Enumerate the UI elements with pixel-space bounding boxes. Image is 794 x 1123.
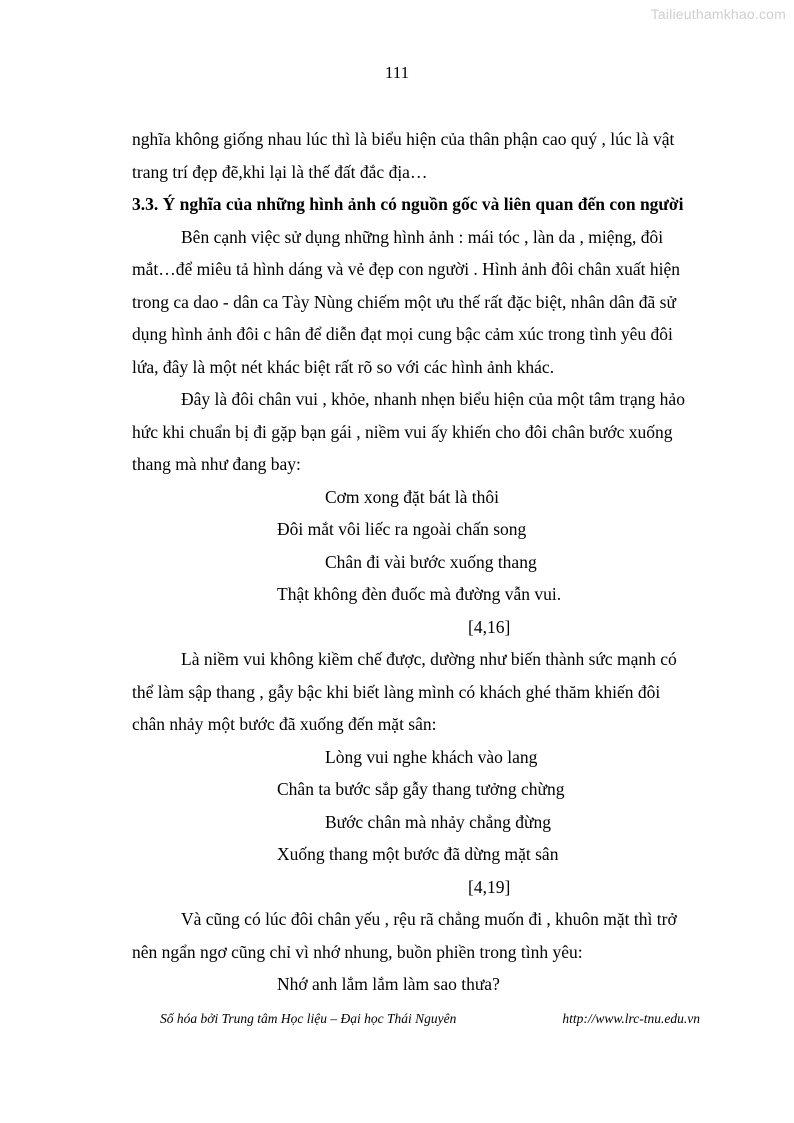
text-line: hức khi chuẩn bị đi gặp bạn gái , niềm vui ấy khiến cho đôi chân bước xuống xyxy=(132,421,673,442)
footer-url: http://www.lrc-tnu.edu.vn xyxy=(562,1011,700,1026)
verse-block xyxy=(132,481,732,611)
citation: [4,19] xyxy=(468,876,511,897)
text-line: thang mà như đang bay: xyxy=(132,454,301,474)
verse-line: Đôi mắt vôi liếc ra ngoài chấn song xyxy=(277,519,527,539)
verse-line: Xuống thang một bước đã dừng mặt sân xyxy=(277,844,559,864)
footer-source: Số hóa bởi Trung tâm Học liệu – Đại học Thái Nguyên xyxy=(160,1011,457,1026)
text-line: chân nhảy một bước đã xuống đến mặt sân: xyxy=(132,714,437,734)
verse-line: Chân ta bước sắp gẫy thang tưởng chừng xyxy=(277,779,565,799)
text-line: Là niềm vui không kiềm chế được, dường như biến thành sức mạnh có xyxy=(181,649,677,669)
text-line: Và cũng có lúc đôi chân yếu , rệu rã chẳng muốn đi , khuôn mặt thì trở xyxy=(181,909,677,929)
section-heading: 3.3. Ý nghĩa của những hình ảnh có nguồn gốc và liên quan đến con người xyxy=(132,194,684,214)
paragraph xyxy=(132,643,732,741)
verse-block xyxy=(132,741,732,871)
text-line: trong ca dao - dân ca Tày Nùng chiếm một ưu thế rất đặc biệt, nhân dân đã sử xyxy=(132,291,676,312)
text-line: nghĩa không giống nhau lúc thì là biểu hiện của thân phận cao quý , lúc là vật xyxy=(132,129,675,149)
citation: [4,16] xyxy=(468,616,511,637)
text-line: mắt…để miêu tả hình dáng và vẻ đẹp con người . Hình ảnh đôi chân xuất hiện xyxy=(132,259,680,279)
verse-line: Nhớ anh lắm lắm làm sao thưa? xyxy=(277,974,500,994)
paragraph xyxy=(132,903,732,968)
document-body xyxy=(132,123,732,1001)
text-line: lứa, đây là một nét khác biệt rất rõ so với các hình ảnh khác. xyxy=(132,356,555,377)
text-line: trang trí đẹp đẽ,khi lại là thế đất đắc địa… xyxy=(132,161,428,182)
text-line: Bên cạnh việc sử dụng những hình ảnh : mái tóc , làn da , miệng, đôi xyxy=(181,226,664,247)
page-number: 111 xyxy=(384,63,410,82)
text-line: Đây là đôi chân vui , khỏe, nhanh nhẹn biểu hiện của một tâm trạng hảo xyxy=(181,389,685,409)
text-line: dụng hình ảnh đôi c hân để diễn đạt mọi cung bậc cảm xúc trong tình yêu đôi xyxy=(132,324,673,344)
verse-line: Cơm xong đặt bát là thôi xyxy=(325,486,500,507)
paragraph xyxy=(132,221,732,384)
verse-line: Lòng vui nghe khách vào lang xyxy=(325,746,538,767)
verse-line: Chân đi vài bước xuống thang xyxy=(325,551,537,572)
watermark: Tailieuthamkhao.com xyxy=(650,6,786,22)
paragraph xyxy=(132,383,732,481)
paragraph-continuation xyxy=(132,123,732,188)
verse-line: Bước chân mà nhảy chẳng đừng xyxy=(325,811,552,832)
text-line: nên ngẩn ngơ cũng chỉ vì nhớ nhung, buồn phiền trong tình yêu: xyxy=(132,941,583,962)
verse-block xyxy=(132,968,732,1001)
text-line: thể làm sập thang , gẫy bậc khi biết làng mình có khách ghé thăm khiến đôi xyxy=(132,681,661,702)
verse-line: Thật không đèn đuốc mà đường vẫn vui. xyxy=(277,584,562,604)
